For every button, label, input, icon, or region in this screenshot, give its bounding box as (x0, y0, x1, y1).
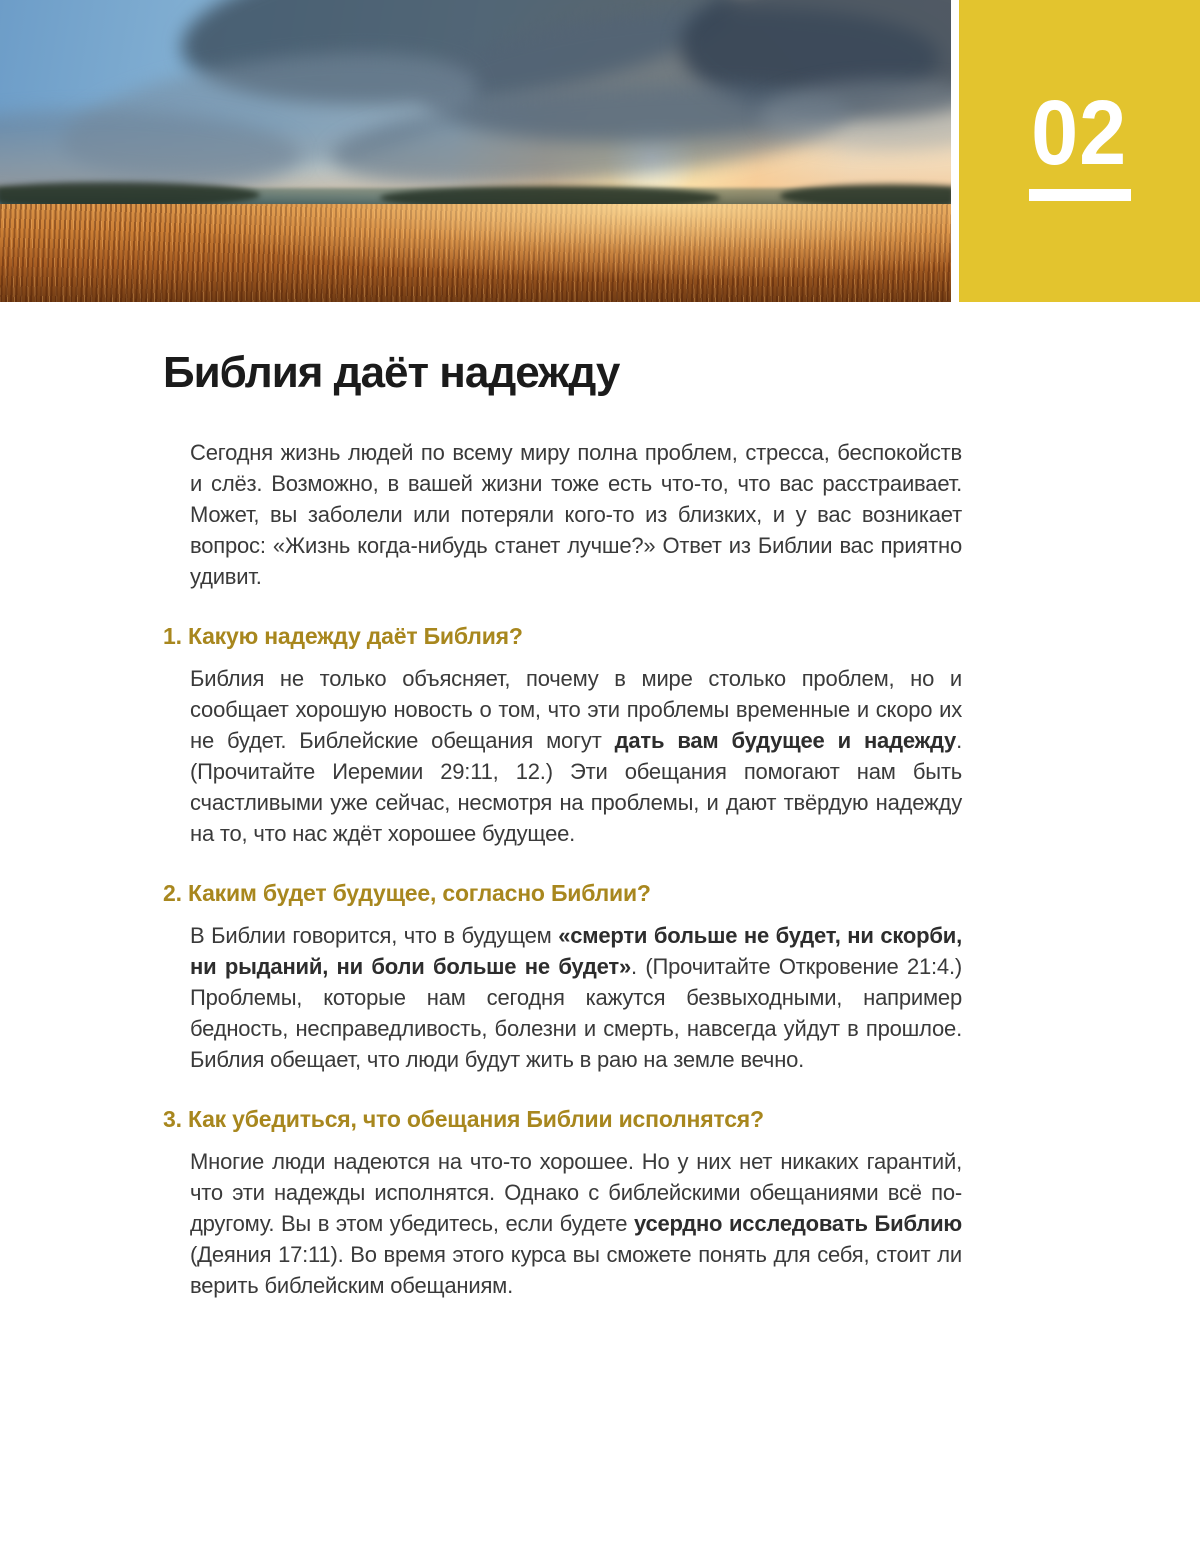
section-2 (163, 880, 963, 1075)
section-paragraph: Многие люди надеются на что-то хорошее. Но у них нет никаких гарантий, что эти надежды исполнятся. Однако с библейскими обещаниями всё по-другому. Вы в этом убедитесь, если будете усердно исследовать Библию (Деяния 17:11). Во время этого курса вы сможете понять для себя, стоит ли верить библейским обещаниям. (190, 1148, 962, 1298)
lesson-number-underline (1029, 189, 1131, 201)
section-paragraph: Библия не только объясняет, почему в мире столько проблем, но и сообщает хорошую новость о том, что эти проблемы временные и скоро их не будет. Библейские обещания могут дать вам будущее и надежду. (Прочитайте Иеремии 29:11, 12.) Эти обещания помогают нам быть счастливыми уже сейчас, несмотря на проблемы, и дают твёрдую надежду на то, что нас ждёт хорошее будущее. (190, 665, 962, 846)
section-paragraph: В Библии говорится, что в будущем «смерти больше не будет, ни скорби, ни рыданий, ни боли больше не будет». (Прочитайте Откровение 21:4.) Проблемы, которые нам сегодня кажутся безвыходными, например бедность, несправедливость, болезни и смерть, навсегда уйдут в прошлое. Библия обещает, что люди будут жить в раю на земле вечно. (190, 922, 963, 1072)
wheat-field (0, 204, 951, 302)
section-heading: 2. Каким будет будущее, согласно Библии? (163, 879, 651, 906)
section-3 (163, 1106, 963, 1301)
wheat-field-sunset-photo (0, 0, 951, 302)
article (163, 348, 963, 1301)
intro-paragraph: Сегодня жизнь людей по всему миру полна проблем, стресса, беспокойств и слёз. Возможно, в вашей жизни тоже есть что-то, что вас расстраивает. Может, вы заболели или потеряли кого-то из близких, и у вас возникает вопрос: «Жизнь когда-нибудь станет лучше?» Ответ из Библии вас приятно удивит. (190, 439, 962, 589)
section-heading: 1. Какую надежду даёт Библия? (163, 622, 523, 649)
page-title: Библия даёт надежду (163, 348, 620, 397)
hero-header (0, 0, 1200, 302)
section-1 (163, 623, 963, 849)
lesson-number: 02 (1031, 82, 1128, 184)
section-heading: 3. Как убедиться, что обещания Библии исполнятся? (163, 1105, 764, 1132)
lesson-number-badge (959, 0, 1200, 302)
